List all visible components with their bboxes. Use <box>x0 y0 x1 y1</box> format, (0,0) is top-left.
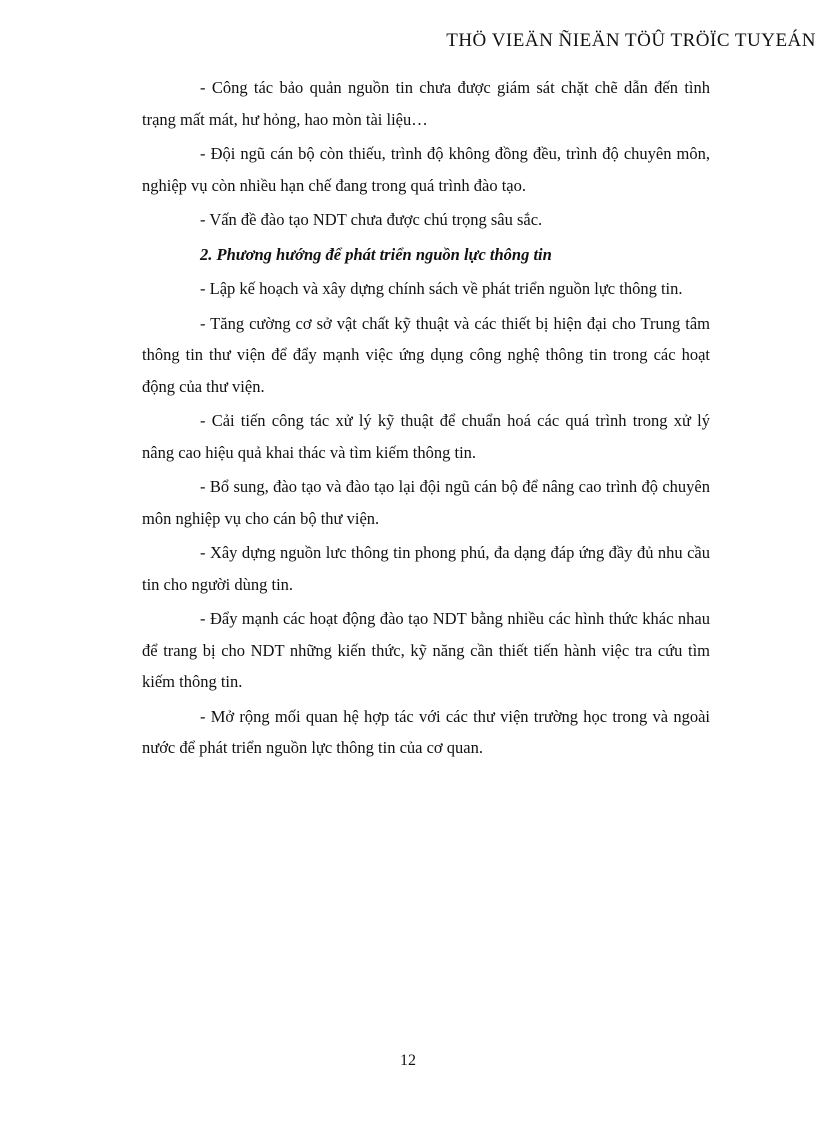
paragraph-resources: - Xây dựng nguồn lưc thông tin phong phú, đa dạng đáp ứng đầy đủ nhu cầu tin cho người dùng tin. <box>142 543 710 594</box>
page-number: 12 <box>400 1052 416 1069</box>
paragraph-planning: - Lập kế hoạch và xây dựng chính sách về phát triển nguồn lực thông tin. <box>200 279 683 298</box>
paragraph-staff-training: - Bổ sung, đào tạo và đào tạo lại đội ngũ cán bộ để nâng cao trình độ chuyên môn nghiệp vụ cho cán bộ thư viện. <box>142 477 710 528</box>
paragraph-staff: - Đội ngũ cán bộ còn thiếu, trình độ không đồng đều, trình độ chuyên môn, nghiệp vụ còn nhiều hạn chế đang trong quá trình đào tạo. <box>142 144 710 195</box>
paragraph-processing: - Cải tiến công tác xử lý kỹ thuật để chuẩn hoá các quá trình trong xử lý nâng cao hiệu quả khai thác và tìm kiếm thông tin. <box>142 411 710 462</box>
section-heading: 2. Phương hướng để phát triển nguồn lực thông tin <box>200 244 552 264</box>
paragraph-cooperation: - Mở rộng mối quan hệ hợp tác với các thư viện trường học trong và ngoài nước để phát triển nguồn lực thông tin của cơ quan. <box>142 706 710 757</box>
paragraph-user-training: - Vấn đề đào tạo NDT chưa được chú trọng sâu sắc. <box>200 210 543 229</box>
paragraph-user-education: - Đẩy mạnh các hoạt động đào tạo NDT bằng nhiều các hình thức khác nhau để trang bị cho NDT những kiến thức, kỹ năng cần thiết tiến hành việc tra cứu tìm kiếm thông tin. <box>142 609 710 691</box>
paragraph-infrastructure: - Tăng cường cơ sở vật chất kỹ thuật và các thiết bị hiện đại cho Trung tâm thông tin thư viện để đẩy mạnh việc ứng dụng công nghệ thông tin trong các hoạt động của thư viện. <box>142 313 710 396</box>
paragraph-preservation: - Công tác bảo quản nguồn tin chưa được giám sát chặt chẽ dẫn đến tình trạng mất mát, hư hỏng, hao mòn tài liệu… <box>142 78 710 129</box>
document-body <box>142 72 710 767</box>
page-header: THÖ VIEÄN ÑIEÄN TÖÛ TRÖÏC TUYEÁN <box>446 30 816 51</box>
